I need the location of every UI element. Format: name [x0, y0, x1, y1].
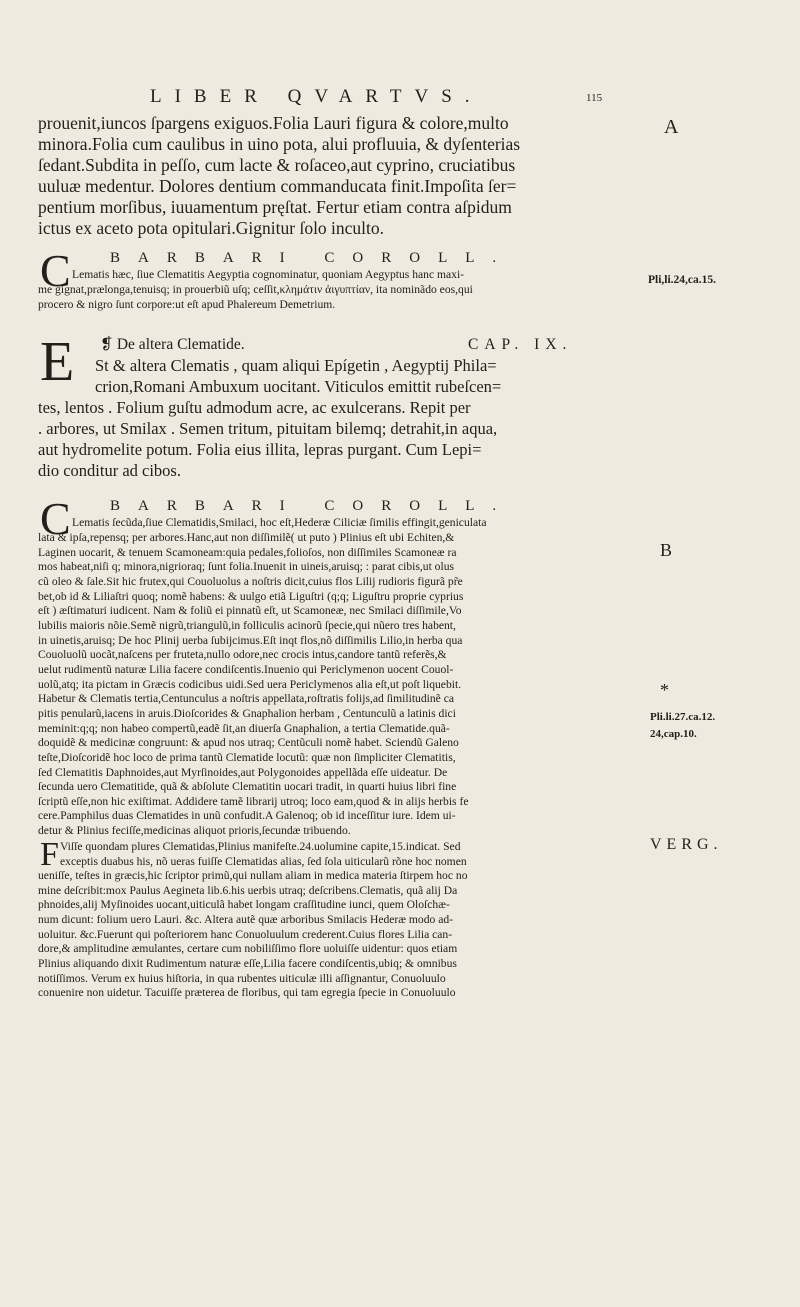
text-line: . arbores, ut Smilax . Semen tritum, pituitam bilemq; detrahit,in aqua, [38, 419, 498, 438]
text-line: Habetur & Clematis tertia,Centunculus a noſtris appellata,roſtratis folijs,ad ſimilitudinẽ ca [38, 692, 454, 706]
paragraph-1 [38, 113, 642, 239]
text-line: St & altera Clematis , quam aliqui Epígetin , Aegyptij Phila= [95, 356, 497, 375]
chapter-text [95, 355, 642, 397]
scholia-1 [72, 268, 642, 283]
text-line: Laginen uocarit, & tenuem Scamoneam:quia pedales,folioſos, non diſſimiles Scamoneæ ra [38, 545, 457, 559]
text-line: bet,ob id & Liliaſtri quoq; nomẽ habens: & uulgo etiã Liguſtri (q;q; Liguſtru proprie cyprius [38, 589, 464, 603]
text-line: Couoluolũ uocãt,naſcens per fruteta,nullo odore,nec crocis intus,candore tantũ referẽs,& [38, 648, 447, 662]
drop-cap: F [40, 836, 59, 873]
text-line: num dicunt: folium uero Lauri. &c. Altera autẽ quæ arboribus Smilacis Hederæ modo ad- [38, 912, 454, 926]
text-line: Viſſe quondam plures Clematidas,Plinius manifeſte.24.uolumine capite,15.indicat. Sed [60, 840, 461, 853]
text-line: uoluitur. &c.Fuerunt qui poſteriorem hanc Conuoluulum crederent.Cuius flores Lilia can- [38, 927, 453, 941]
text-line: crion,Romani Ambuxum uocitant. Viticulos emittit rubeſcen= [95, 377, 502, 396]
text-line: lubilis maioris nõie.Semẽ nigrũ,triangulũ,in folliculis acinorũ ſpecie,qui nũero tres habent, [38, 618, 456, 632]
text-line: uolũ,atq; ita pictam in Græcis codicibus uidi.Sed uera Periclymenos alia eſt,ut poſt liquebit. [38, 677, 462, 691]
text-line: ſed Clematitis Daphnoides,aut Myrſinoides,aut Polygonoides appellãda eſſe uideatur. De [38, 765, 448, 779]
chapter-title: ❡ De altera Clematide. [100, 336, 245, 353]
text-line: mos habeat,niſi q; minora,nigrioraq; ſunt folia.Inuenit in uineis,aruisq; : parat cibis,ut olus [38, 560, 455, 574]
text-line: dio conditur ad cibos. [38, 461, 181, 480]
text-line: me gignat,prælonga,tenuisq; in prouerbiũ uſq; ceſſit,κλημάτιν ἀιγυπτίαν, ita nominãdo eos,qui [38, 283, 473, 296]
scholia-3 [60, 840, 642, 869]
text-line: ſedant.Subdita in peſſo, cum lacte & roſaceo,aut cyprino, cruciatibus [38, 155, 516, 175]
text-line: Lematis ſecũda,ſiue Clematidis,Smilaci, hoc eſt,Hederæ Ciliciæ ſimilis effingit,geniculata [72, 516, 487, 529]
text-line: ictus ex aceto pota opitulari.Gignitur ſolo inculto. [38, 218, 385, 238]
text-line: ſcriptũ eſſe,non hic exiſtimat. Addidere tamẽ librarij utroq; loco eam,quod & in alijs herbis fe [38, 794, 469, 808]
running-header: LIBER QVARTVS. [150, 86, 483, 107]
text-line: ueniſſe, teſtes in græcis,hic ſcriptor primũ,qui nullam aliam in medica materia ſtirpem hoc no [38, 869, 468, 882]
scholia-2 [72, 516, 642, 531]
margin-note-verg: VERG. [650, 836, 723, 853]
margin-reference: Pli.li.27.ca.12. [650, 711, 716, 723]
scholia-heading: BARBARI COROLL. [110, 498, 515, 514]
text-line: dore,& amplitudine æmulantes, certare cum nobiliſſimo flore uoluiſſe uidentur: quos etiam [38, 942, 458, 956]
text-line: uuluæ medentur. Dolores dentium commanducata finit.Impoſita ſer= [38, 176, 517, 196]
text-line: procero & nigro ſunt corpore:ut eſt apud Phalereum Demetrium. [38, 297, 336, 311]
text-line: in uinetis,aruisq; De hoc Plinij uerba ſubijcimus.Eſt inqt flos,nõ diſſimilis Lilio,in herba qua [38, 633, 463, 647]
scholia-3-cont [38, 869, 642, 1001]
text-line: cere.Pamphilus duas Clematides in unũ confudit.A Galenoq; ob id inceſſitur iure. Idem ui- [38, 809, 456, 823]
drop-cap: C [40, 493, 71, 544]
text-line: mine deſcribit:mox Paulus Aegineta lib.6.his uerbis utraq; deſcribens.Clematis, quã alij Da [38, 883, 458, 897]
chapter-text-cont [38, 397, 642, 481]
scholia-2-cont [38, 531, 642, 839]
text-line: exceptis duabus his, nõ ueras fuiſſe Clematidas alias, ſed ſola uiticularũ rõne hoc nomen [60, 854, 467, 868]
text-line: conuenire non uidetur. Tacuiſſe præterea de floribus, qui tam egregia ſpecie in Conuoluulo [38, 986, 456, 1000]
drop-cap: E [40, 331, 75, 393]
margin-asterisk: * [660, 680, 669, 700]
page-number: 115 [586, 92, 603, 104]
text-line: uelut rudimentũ naturæ Lilia facere condiſcentis.Inuenio qui Periclymenon uocent Couol- [38, 662, 454, 676]
text-line: cũ oleo & ſale.Sit hic frutex,qui Couoluolus a noſtris dicit,cuius flos Lilij rudioris figurã pr̃e [38, 574, 463, 588]
margin-letter-a: A [664, 116, 679, 138]
chapter-number: CAP. IX. [468, 336, 573, 353]
margin-reference: Pli,li.24,ca.15. [648, 274, 717, 286]
text-line: notiſſimos. Verum ex huius hiſtoria, in qua rubentes uiticulæ illi aſſignantur, Conuoluulo [38, 971, 446, 985]
scholia-1-cont [38, 283, 642, 312]
text-line: pentium morſibus, iuuamentum pręſtat. Fertur etiam contra aſpidum [38, 197, 512, 217]
scholia-heading: BARBARI COROLL. [110, 250, 515, 266]
text-line: pitis penularũ,iacens in aruis.Dioſcorides & Gnaphalion herbam , Centunculũ a latinis dici [38, 706, 456, 720]
margin-reference: 24,cap.10. [650, 728, 697, 740]
text-line: doquidẽ & medicinæ congruunt: & apud nos utraq; Centũculi nomẽ habet. Sciendũ Galeno [38, 736, 459, 750]
text-line: detur & Plinius feciſſe,medicinas aliquot prioris,ſecundæ tribuendo. [38, 824, 351, 838]
text-line: minora.Folia cum caulibus in uino pota, alui profluuia, & dyſenterias [38, 134, 521, 154]
text-line: prouenit,iuncos ſpargens exiguos.Folia Lauri figura & colore,multo [38, 113, 509, 133]
text-line: phnoides,alij Myſinoides uocant,uiticulã habet longam craſſitudine iunci, quem Oloſchæ- [38, 898, 450, 912]
text-line: eſt ) æſtimaturi iudicent. Nam & foliũ ei pinnatũ eſt, ut Scamoneæ, nec Smilaci diſſimile,Vo [38, 604, 462, 618]
text-line: aut hydromelite potum. Folia eius illita, lepras purgant. Cum Lepi= [38, 440, 482, 459]
text-line: Plinius aliquando dixit Rudimentum naturæ eſſe,Lilia facere condiſcentis,ubiq; & omnibus [38, 956, 457, 970]
text-line: tes, lentos . Folium guſtu admodum acre, ac exulcerans. Repit per [38, 398, 471, 417]
margin-letter-b: B [660, 540, 673, 560]
drop-cap: C [40, 245, 71, 296]
text-line: Lematis hæc, ſiue Clematitis Aegyptia cognominatur, quoniam Aegyptus hanc maxi- [72, 268, 465, 281]
text-line: lata & ipſa,repensq; per arbores.Hanc,aut non diſſimilẽ( ut puto ) Plinius eſt ubi Echiten,& [38, 531, 455, 544]
text-line: teſte,Dioſcoridẽ hoc loco de prima tantũ Clematide locutũ: quæ non ſimpliciter Clematitis, [38, 750, 456, 764]
text-line: meminit:q;q; non habeo compertũ,eadẽ ſit,an diuerſa Gnaphalion, a tertia Clematide.quã- [38, 721, 450, 735]
text-line: ſecunda uero Clematitide, quã & abſolute Clematitin uocari tradit, in quarti huius libri fine [38, 780, 457, 794]
